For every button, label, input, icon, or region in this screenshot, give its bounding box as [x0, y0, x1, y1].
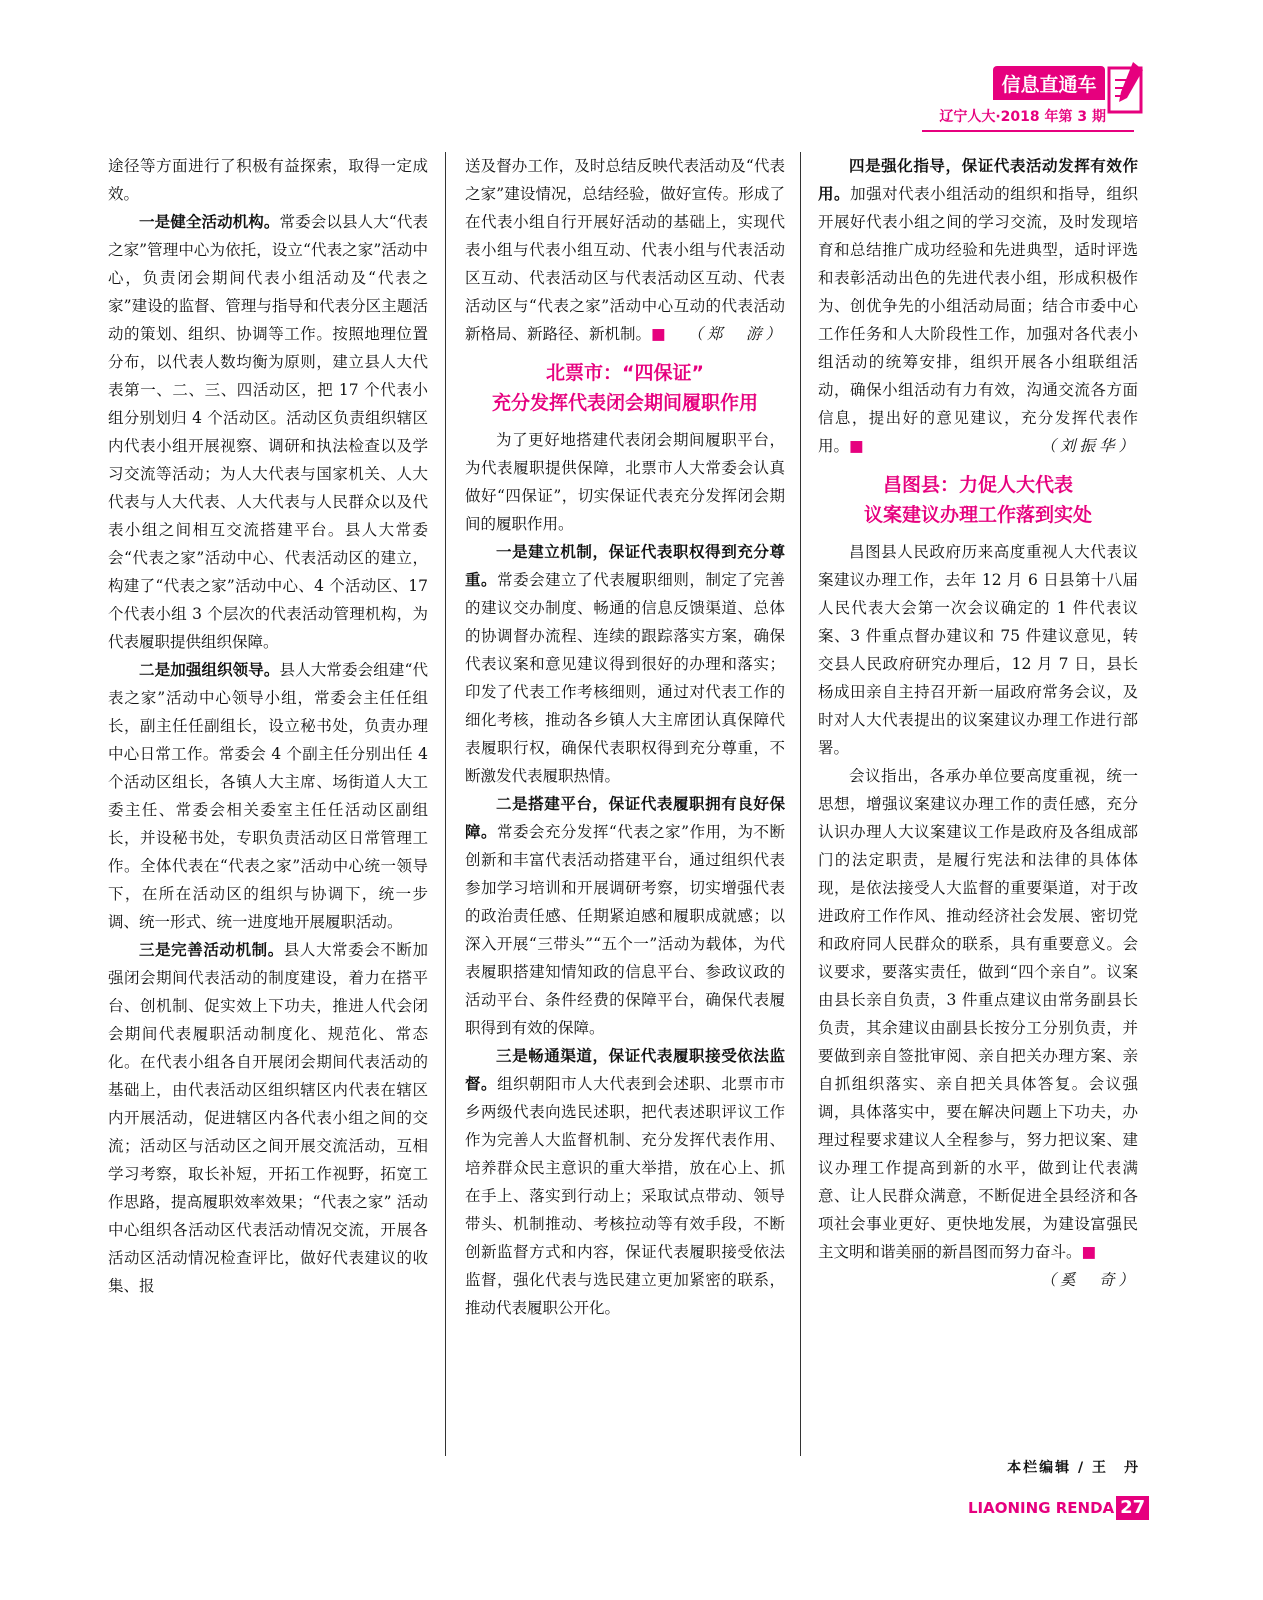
author: （郑 游）: [687, 325, 785, 343]
paragraph: [818, 762, 1138, 1289]
paragraph-text: 送及督办工作，及时总结反映代表活动及“代表之家”建设情况，总结经验，做好宣传。形成了在代表小组自行开展好活动的基础上，实现代表小组与代表小组互动、代表小组与代表活动区互动、代表活动区与代表活动区互动、代表活动区与“代表之家”活动中心互动的代表活动新格局、新路径、新机制。: [465, 157, 785, 343]
paragraph: [465, 426, 785, 538]
end-mark: ■: [849, 437, 864, 455]
column-1: [108, 152, 428, 1300]
paragraph-text: 县人大常委会不断加强闭会期间代表活动的制度建设，着力在搭平台、创机制、促实效上下功夫，推进人代会闭会期间代表履职活动制度化、规范化、常态化。在代表小组各自开展闭会期间代表活动的基础上，由代表活动区组织辖区内代表在辖区内开展活动，促进辖区内各代表小组之间的交流；活动区与活动区之间开展交流活动，互相学习考察，取长补短，开拓工作视野，拓宽工作思路，提高履职效率效果；“代表之家” 活动中心组织各活动区代表活动情况交流，开展各活动区活动情况检查评比，做好代表建议的收集、报: [108, 941, 428, 1295]
brand-name: LIAONING RENDA: [968, 1499, 1115, 1517]
article-title-line: 充分发挥代表闭会期间履职作用: [491, 392, 758, 414]
page-number: 27: [1116, 1496, 1149, 1520]
magazine-issue: 辽宁人大·2018 年第 3 期: [939, 109, 1106, 125]
paragraph: [108, 152, 428, 208]
author: （奚 奇）: [1040, 1271, 1138, 1289]
footer-brand: [968, 1496, 1149, 1520]
paragraph: [465, 538, 785, 790]
paragraph-lead: 一是建立机制，保证代表职权得到充分尊重。: [465, 542, 785, 589]
paragraph-text: 途径等方面进行了积极有益探索，取得一定成效。: [108, 157, 428, 203]
end-mark: ■: [651, 325, 666, 343]
paragraph: [108, 656, 428, 936]
end-mark: ■: [1081, 1243, 1097, 1261]
paragraph-text: 会议指出，各承办单位要高度重视，统一思想，增强议案建议办理工作的责任感，充分认识办理人大议案建议工作是政府及各组成部门的法定职责，是履行宪法和法律的具体体现，是依法接受人大监督的重要渠道，对于改进政府工作作风、推动经济社会发展、密切党和政府同人民群众的联系，具有重要意义。会议要求，要落实责任，做到“四个亲自”。议案由县长亲自负责，3 件重点建议由常务副县长负责，其余建议由副县长按分工分别负责，并要做到亲自签批审阅、亲自把关办理方案、亲自抓组织落实、亲自把关具体答复。会议强调，具体落实中，要在解决问题上下功夫，办理过程要求建议人全程参与，努力把议案、建议办理工作提高到新的水平，做到让代表满意、让人民群众满意，不断促进全县经济和各项社会事业更好、更快地发展，为建设富强民主文明和谐美丽的新昌图而努力奋斗。: [818, 767, 1138, 1261]
column-2: [465, 152, 785, 1322]
paragraph-text: 县人大常委会组建“代表之家”活动中心领导小组，常委会主任任组长，副主任任副组长，设立秘书处，负责办理中心日常工作。常委会 4 个副主任分别出任 4 个活动区组长，各镇人大主席、场街道人大工委主任、常委会相关委室主任任活动区副组长，并设秘书处，专职负责活动区日常管理工作。全体代表在“代表之家”活动中心统一领导下，在所在活动区的组织与协调下，统一步调、统一形式、统一进度地开展履职活动。: [108, 661, 428, 931]
paragraph: [818, 152, 1138, 460]
article-title: [465, 358, 785, 418]
paragraph-text: 常委会充分发挥“代表之家”作用，为不断创新和丰富代表活动搭建平台，通过组织代表参加学习培训和开展调研考察，切实增强代表的政治责任感、任期紧迫感和履职成就感；以深入开展“三带头”“五个一”活动为载体，为代表履职搭建知情知政的信息平台、参政议政的活动平台、条件经费的保障平台，确保代表履职得到有效的保障。: [465, 823, 785, 1037]
paragraph-lead: 二是加强组织领导。: [139, 660, 280, 679]
pencil-icon: [1103, 58, 1147, 120]
paragraph: [108, 208, 428, 656]
paragraph-text: 组织朝阳市人大代表到会述职、北票市市乡两级代表向选民述职，把代表述职评议工作作为完善人大监督机制、充分发挥代表作用、培养群众民主意识的重大举措，放在心上、抓在手上、落实到行动上；采取试点带动、领导带头、机制推动、考核拉动等有效手段，不断创新监督方式和内容，保证代表履职接受依法监督，强化代表与选民建立更加紧密的联系，推动代表履职公开化。: [465, 1075, 785, 1317]
paragraph-text: 加强对代表小组活动的组织和指导，组织开展好代表小组之间的学习交流，及时发现培育和总结推广成功经验和先进典型，适时评选和表彰活动出色的先进代表小组，形成积极作为、创优争先的小组活动局面；结合市委中心工作任务和人大阶段性工作，加强对各代表小组活动的统筹安排，组织开展各小组联组活动，确保小组活动有力有效，沟通交流各方面信息，提出好的意见建议，充分发挥代表作用。: [818, 185, 1138, 455]
paragraph-text: 昌图县人民政府历来高度重视人大代表议案建议办理工作，去年 12 月 6 日县第十八届人民代表大会第一次会议确定的 1 件代表议案、3 件重点督办建议和 75 件建议意见，转交县人民政府研究办理后，12 月 7 日，县长杨成田亲自主持召开新一届政府常务会议，及时对人大代表提出的议案建议办理工作进行部署。: [818, 543, 1138, 757]
column-divider: [445, 152, 446, 1456]
column-divider: [800, 152, 801, 1456]
section-tab: 信息直通车: [993, 66, 1105, 100]
paragraph-text: 常委会建立了代表履职细则，制定了完善的建议交办制度、畅通的信息反馈渠道、总体的协调督办流程、连续的跟踪落实方案，确保代表议案和意见建议得到很好的办理和落实；印发了代表工作考核细则，通过对代表工作的细化考核，推动各乡镇人大主席团认真保障代表履职行权，确保代表职权得到充分尊重，不断激发代表履职热情。: [465, 571, 785, 785]
author: （刘振华）: [1040, 437, 1138, 455]
paragraph-text: 常委会以县人大“代表之家”管理中心为依托，设立“代表之家”活动中心，负责闭会期间代表小组活动及“代表之家”建设的监督、管理与指导和代表分区主题活动的策划、组织、协调等工作。按照地理位置分布，以代表人数均衡为原则，建立县人大代表第一、二、三、四活动区，把 17 个代表小组分别划归 4 个活动区。活动区负责组织辖区内代表小组开展视察、调研和执法检查以及学习交流等活动；为人大代表与国家机关、人大代表与人大代表、人大代表与人民群众以及代表小组之间相互交流搭建平台。县人大常委会“代表之家”活动中心、代表活动区的建立，构建了“代表之家”活动中心、4 个活动区、17 个代表小组 3 个层次的代表活动管理机构，为代表履职提供组织保障。: [108, 213, 428, 651]
article-title-line: 昌图县：力促人大代表: [882, 474, 1073, 496]
paragraph: [465, 790, 785, 1042]
paragraph-text: 为了更好地搭建代表闭会期间履职平台，为代表履职提供保障，北票市人大常委会认真做好“四保证”，切实保证代表充分发挥闭会期间的履职作用。: [465, 431, 785, 533]
paragraph-lead: 三是完善活动机制。: [139, 940, 284, 959]
column-editor: 本栏编辑 / 王 丹: [1007, 1460, 1140, 1476]
paragraph-lead: 二是搭建平台，保证代表履职拥有良好保障。: [465, 794, 785, 841]
paragraph-lead: 一是健全活动机构。: [139, 212, 280, 231]
paragraph: [465, 1042, 785, 1322]
column-3: [818, 152, 1138, 1294]
paragraph-lead: 四是强化指导，保证代表活动发挥有效作用。: [818, 156, 1138, 203]
article-title-line: 议案建议办理工作落到实处: [863, 504, 1092, 526]
paragraph: [108, 936, 428, 1300]
paragraph-lead: 三是畅通渠道，保证代表履职接受依法监督。: [465, 1046, 785, 1093]
paragraph: [818, 538, 1138, 762]
article-title-line: 北票市：“四保证”: [546, 362, 704, 384]
header-rule: [922, 130, 1134, 132]
article-title: [818, 470, 1138, 530]
paragraph: [465, 152, 785, 348]
